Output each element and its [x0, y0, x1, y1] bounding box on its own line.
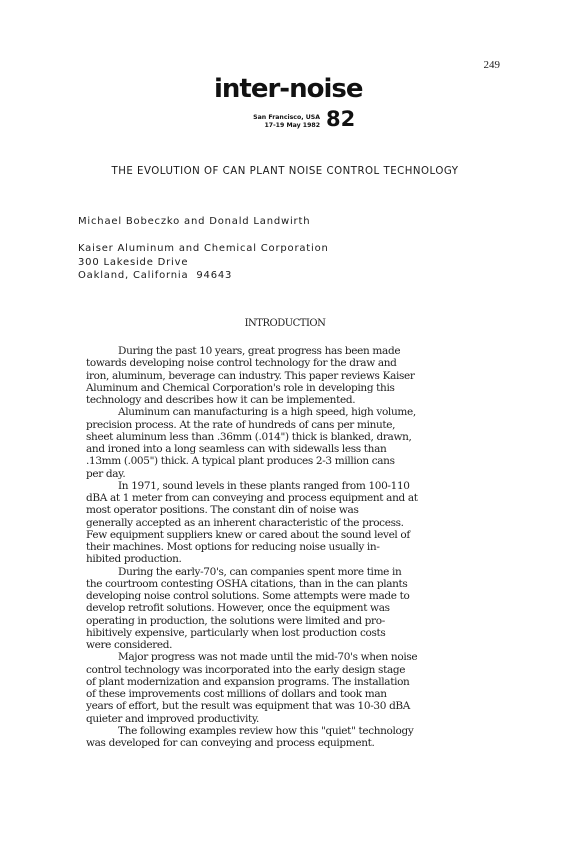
organization: Kaiser Aluminum and Chemical Corporation — [78, 243, 329, 254]
text-line: the courtroom contesting OSHA citations, than in the can plants — [86, 577, 408, 590]
paragraph — [86, 725, 504, 750]
text-line: hibitively expensive, particularly when lost production costs — [86, 626, 386, 639]
author-names: Michael Bobeczko and Donald Landwirth — [78, 216, 311, 227]
paragraph — [86, 566, 504, 652]
text-line: generally accepted as an inherent characteristic of the process. — [86, 516, 404, 529]
text-line: quieter and improved productivity. — [86, 712, 259, 725]
paragraph — [86, 651, 504, 725]
street-address: 300 Lakeside Drive — [78, 256, 189, 268]
text-line: The following examples review how this "quiet" technology — [118, 724, 414, 737]
logo-wordmark: inter-noise — [214, 74, 363, 104]
text-line: develop retrofit solutions. However, once the equipment was — [86, 602, 390, 615]
text-line: .13mm (.005") thick. A typical plant produces 2-3 million cans — [86, 455, 395, 468]
page-number: 249 — [483, 59, 500, 71]
text-line: were considered. — [86, 639, 173, 651]
text-line: was developed for can conveying and process equipment. — [86, 737, 375, 749]
text-line: of plant modernization and expansion programs. The installation — [86, 675, 410, 688]
text-line: hibited production. — [86, 553, 182, 566]
text-line: developing noise control solutions. Some attempts were made to — [86, 590, 410, 602]
text-line: During the early-70's, can companies spent more time in — [118, 565, 402, 578]
text-line: and ironed into a long seamless can with sidewalls less than — [86, 443, 387, 455]
logo-place: San Francisco, USA — [253, 114, 320, 121]
text-line: years of effort, but the result was equipment that was 10-30 dBA — [86, 700, 411, 713]
text-line: of these improvements cost millions of dollars and took man — [86, 688, 387, 700]
text-line: towards developing noise control technology for the draw and — [86, 357, 397, 370]
author-affiliation — [78, 242, 329, 283]
body-text — [86, 345, 504, 749]
text-line: dBA at 1 meter from can conveying and process equipment and at — [86, 492, 418, 504]
paragraph — [86, 480, 504, 566]
text-line: iron, aluminum, beverage can industry. This paper reviews Kaiser — [86, 369, 415, 382]
logo-dates: 17-19 May 1982 — [264, 121, 320, 129]
text-line: their machines. Most options for reducing noise usually in- — [86, 541, 380, 553]
paper-title: THE EVOLUTION OF CAN PLANT NOISE CONTROL TECHNOLOGY — [111, 166, 459, 177]
conference-logo — [214, 74, 370, 140]
text-line: sheet aluminum less than .36mm (.014") thick is blanked, drawn, — [86, 430, 412, 443]
text-line: Few equipment suppliers knew or cared about the sound level of — [86, 528, 410, 541]
text-line: Major progress was not made until the mid-70's when noise — [118, 651, 418, 664]
text-line: control technology was incorporated into the early design stage — [86, 663, 406, 676]
text-line: Aluminum can manufacturing is a high speed, high volume, — [118, 406, 416, 419]
text-line: In 1971, sound levels in these plants ranged from 100-110 — [118, 479, 410, 492]
text-line: most operator positions. The constant din of noise was — [86, 504, 359, 517]
city-state-zip: Oakland, California 94643 — [78, 270, 233, 281]
text-line: During the past 10 years, great progress has been made — [118, 345, 401, 357]
paragraph — [86, 406, 504, 480]
logo-location — [250, 114, 320, 129]
paragraph — [86, 345, 504, 406]
text-line: operating in production, the solutions were limited and pro- — [86, 614, 385, 627]
text-line: technology and describes how it can be implemented. — [86, 394, 356, 406]
text-line: per day. — [86, 467, 126, 480]
text-line: Aluminum and Chemical Corporation's role in developing this — [86, 381, 395, 394]
text-line: precision process. At the rate of hundreds of cans per minute, — [86, 418, 396, 431]
section-heading: INTRODUCTION — [244, 318, 326, 329]
logo-year: 82 — [326, 107, 356, 131]
